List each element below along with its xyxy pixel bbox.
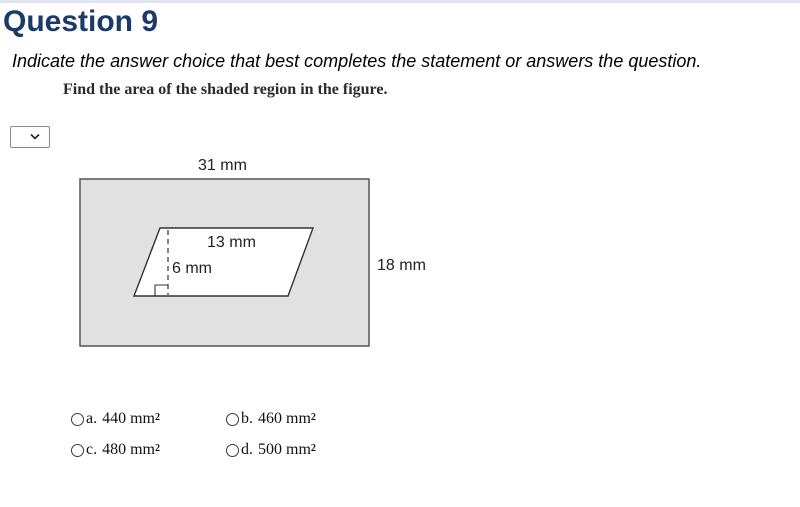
choice-a[interactable] [71, 408, 160, 430]
para-base-label: 13 mm [207, 234, 256, 251]
rect-width-label: 31 mm [198, 157, 247, 174]
rect-height-label: 18 mm [377, 257, 426, 274]
choice-d-letter: d. [241, 441, 253, 458]
geometry-figure [0, 150, 460, 360]
choice-a-exponent: 2 [155, 411, 160, 423]
choice-d[interactable] [226, 439, 316, 461]
answer-dropdown[interactable] [10, 126, 50, 148]
radio-a[interactable] [71, 413, 84, 426]
question-prompt: Find the area of the shaded region in the figure. [63, 81, 388, 98]
para-height-label: 6 mm [172, 260, 212, 277]
choice-d-value: 500 mm [258, 441, 311, 458]
chevron-down-icon [30, 133, 40, 141]
choice-c-exponent: 2 [155, 442, 160, 454]
choice-b-exponent: 2 [310, 411, 316, 423]
radio-b[interactable] [226, 413, 239, 426]
choice-a-value: 440 mm [102, 410, 155, 427]
choice-c-value: 480 mm [102, 441, 155, 458]
radio-d[interactable] [226, 444, 239, 457]
question-title: Question 9 [3, 5, 159, 38]
choice-d-exponent: 2 [310, 442, 316, 454]
radio-c[interactable] [71, 444, 84, 457]
choice-b-value: 460 mm [258, 410, 311, 427]
choice-a-letter: a. [86, 410, 98, 427]
top-rule [0, 0, 800, 3]
choice-c-letter: c. [86, 441, 98, 458]
choice-c[interactable] [71, 439, 160, 461]
choice-b-letter: b. [241, 410, 253, 427]
question-instructions: Indicate the answer choice that best completes the statement or answers the question. [12, 51, 702, 71]
choice-b[interactable] [226, 408, 316, 430]
